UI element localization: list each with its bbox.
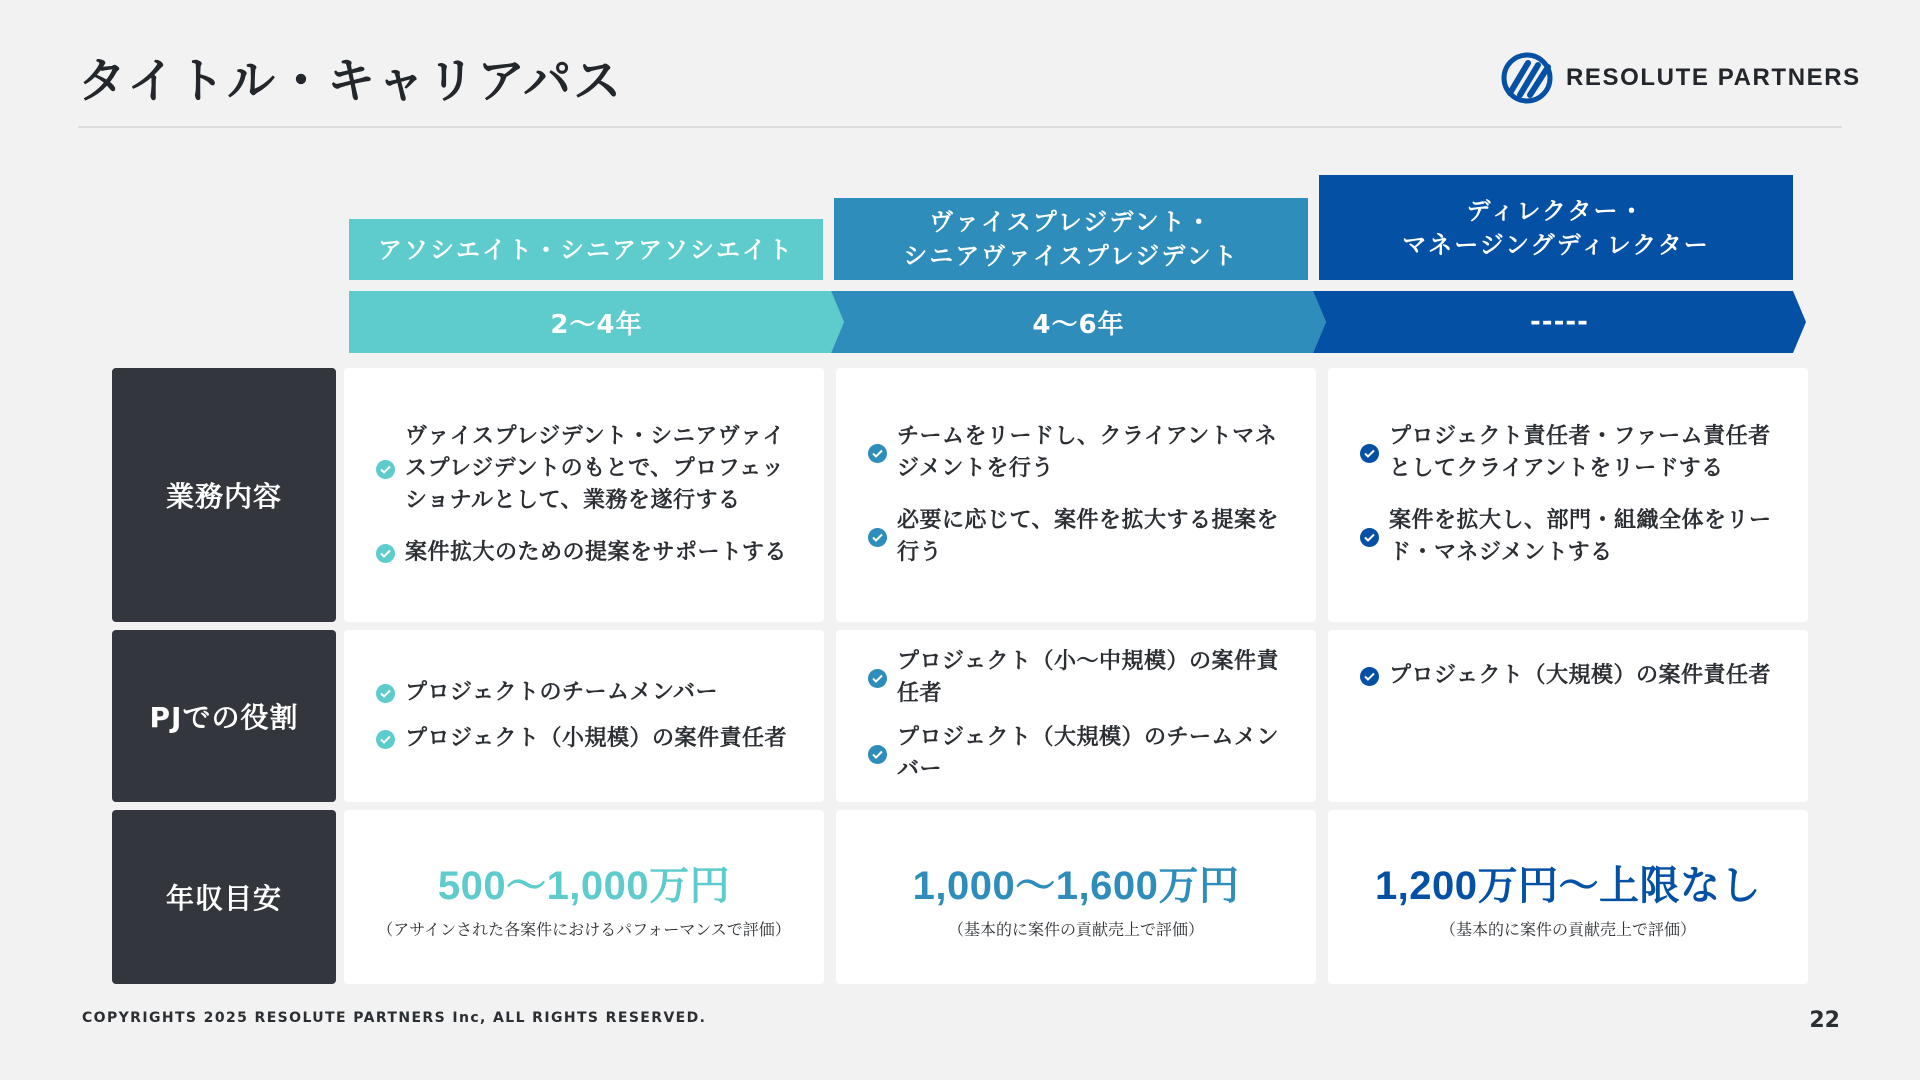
salary-cell-level-1 [344,810,824,984]
page-title: タイトル・キャリアパス [78,53,624,109]
salary-cell-level-3 [1328,810,1808,984]
salary-amount: 500〜1,000万円 [437,864,731,908]
duties-cell-level-1 [344,368,824,622]
check-circle-icon [868,745,887,764]
list-item-text: ヴァイスプレジデント・シニアヴァイスプレジデントのもとで、プロフェッショナルとして、業務を遂行する [405,424,785,513]
duties-cell-level-2 [836,368,1316,622]
list-item-text: 案件を拡大し、部門・組織全体をリード・マネジメントする [1389,508,1772,565]
salary-note: （基本的に案件の貢献売上で評価） [947,920,1204,939]
bullet-list [344,368,824,622]
rank-title-line: ヴァイスプレジデント・ [929,208,1213,236]
bullet-list [836,630,1316,802]
rank-header-vice-president [834,198,1308,280]
list-item-text: プロジェクトのチームメンバー [405,680,719,705]
rank-title-line: マネージングディレクター [1402,230,1710,259]
page-number: 22 [1809,1008,1840,1033]
rank-title-line: アソシエイト・シニアアソシエイト [378,235,794,264]
role-cell-level-3 [1328,630,1808,802]
check-circle-icon [376,460,395,479]
salary-cell-level-2 [836,810,1316,984]
bullet-list [1328,630,1808,802]
years-label: ----- [1530,307,1589,337]
check-circle-icon [376,684,395,703]
row-label-salary: 年収目安 [112,810,336,984]
salary-note: （基本的に案件の貢献売上で評価） [1439,920,1696,939]
check-circle-icon [1360,667,1379,686]
check-circle-icon [376,730,395,749]
list-item-text: チームをリードし、クライアントマネジメントを行う [897,424,1278,481]
list-item-text: プロジェクト（大規模）の案件責任者 [1389,663,1772,688]
list-item [1360,421,1778,485]
check-circle-icon [1360,444,1379,463]
check-circle-icon [376,544,395,563]
list-item-text: 必要に応じて、案件を拡大する提案を行う [897,508,1280,565]
row-label-duties: 業務内容 [112,368,336,622]
list-item [868,646,1286,710]
check-circle-icon [1360,528,1379,547]
list-item [868,505,1286,569]
rank-header-director [1319,175,1793,280]
rank-title-line: ディレクター・ [1466,196,1646,225]
years-label: 4〜6年 [1032,309,1125,340]
years-arrow-level-2 [831,291,1326,353]
rank-title-line: シニアヴァイスプレジデント [903,242,1239,270]
header-divider [78,126,1842,128]
check-circle-icon [868,669,887,688]
salary-note: （アサインされた各案件におけるパフォーマンスで評価） [377,920,791,939]
list-item-text: 案件拡大のための提案をサポートする [405,540,787,565]
list-item [868,421,1286,485]
role-cell-level-1 [344,630,824,802]
bullet-list [1328,368,1808,622]
list-item-text: プロジェクト責任者・ファーム責任者としてクライアントをリードする [1389,424,1771,481]
rank-header-associate [349,219,823,280]
years-label: 2〜4年 [550,309,643,340]
copyright-notice: COPYRIGHTS 2025 RESOLUTE PARTNERS Inc, ALL RIGHTS RESERVED. [82,1010,707,1026]
list-item [376,421,794,517]
list-item [868,722,1286,786]
list-item [1360,660,1778,692]
years-arrow-level-3 [1313,291,1806,353]
list-item-text: プロジェクト（小規模）の案件責任者 [405,726,788,751]
check-circle-icon [868,444,887,463]
duties-cell-level-3 [1328,368,1808,622]
role-cell-level-2 [836,630,1316,802]
list-item-text: プロジェクト（小〜中規模）の案件責任者 [897,649,1280,706]
company-logo [1500,50,1861,106]
list-item [376,677,794,709]
list-item [376,537,794,569]
list-item-text: プロジェクト（大規模）のチームメンバー [897,725,1280,782]
list-item [1360,505,1778,569]
years-arrow-level-1 [349,291,844,353]
salary-amount: 1,200万円〜上限なし [1374,864,1762,908]
check-circle-icon [868,528,887,547]
salary-amount: 1,000〜1,600万円 [912,864,1240,908]
bullet-list [344,630,824,802]
row-label-pj-role: PJでの役割 [112,630,336,802]
bullet-list [836,368,1316,622]
logo-text: RESOLUTE PARTNERS [1566,64,1861,91]
list-item [376,723,794,755]
resolute-logo-icon [1500,51,1554,105]
